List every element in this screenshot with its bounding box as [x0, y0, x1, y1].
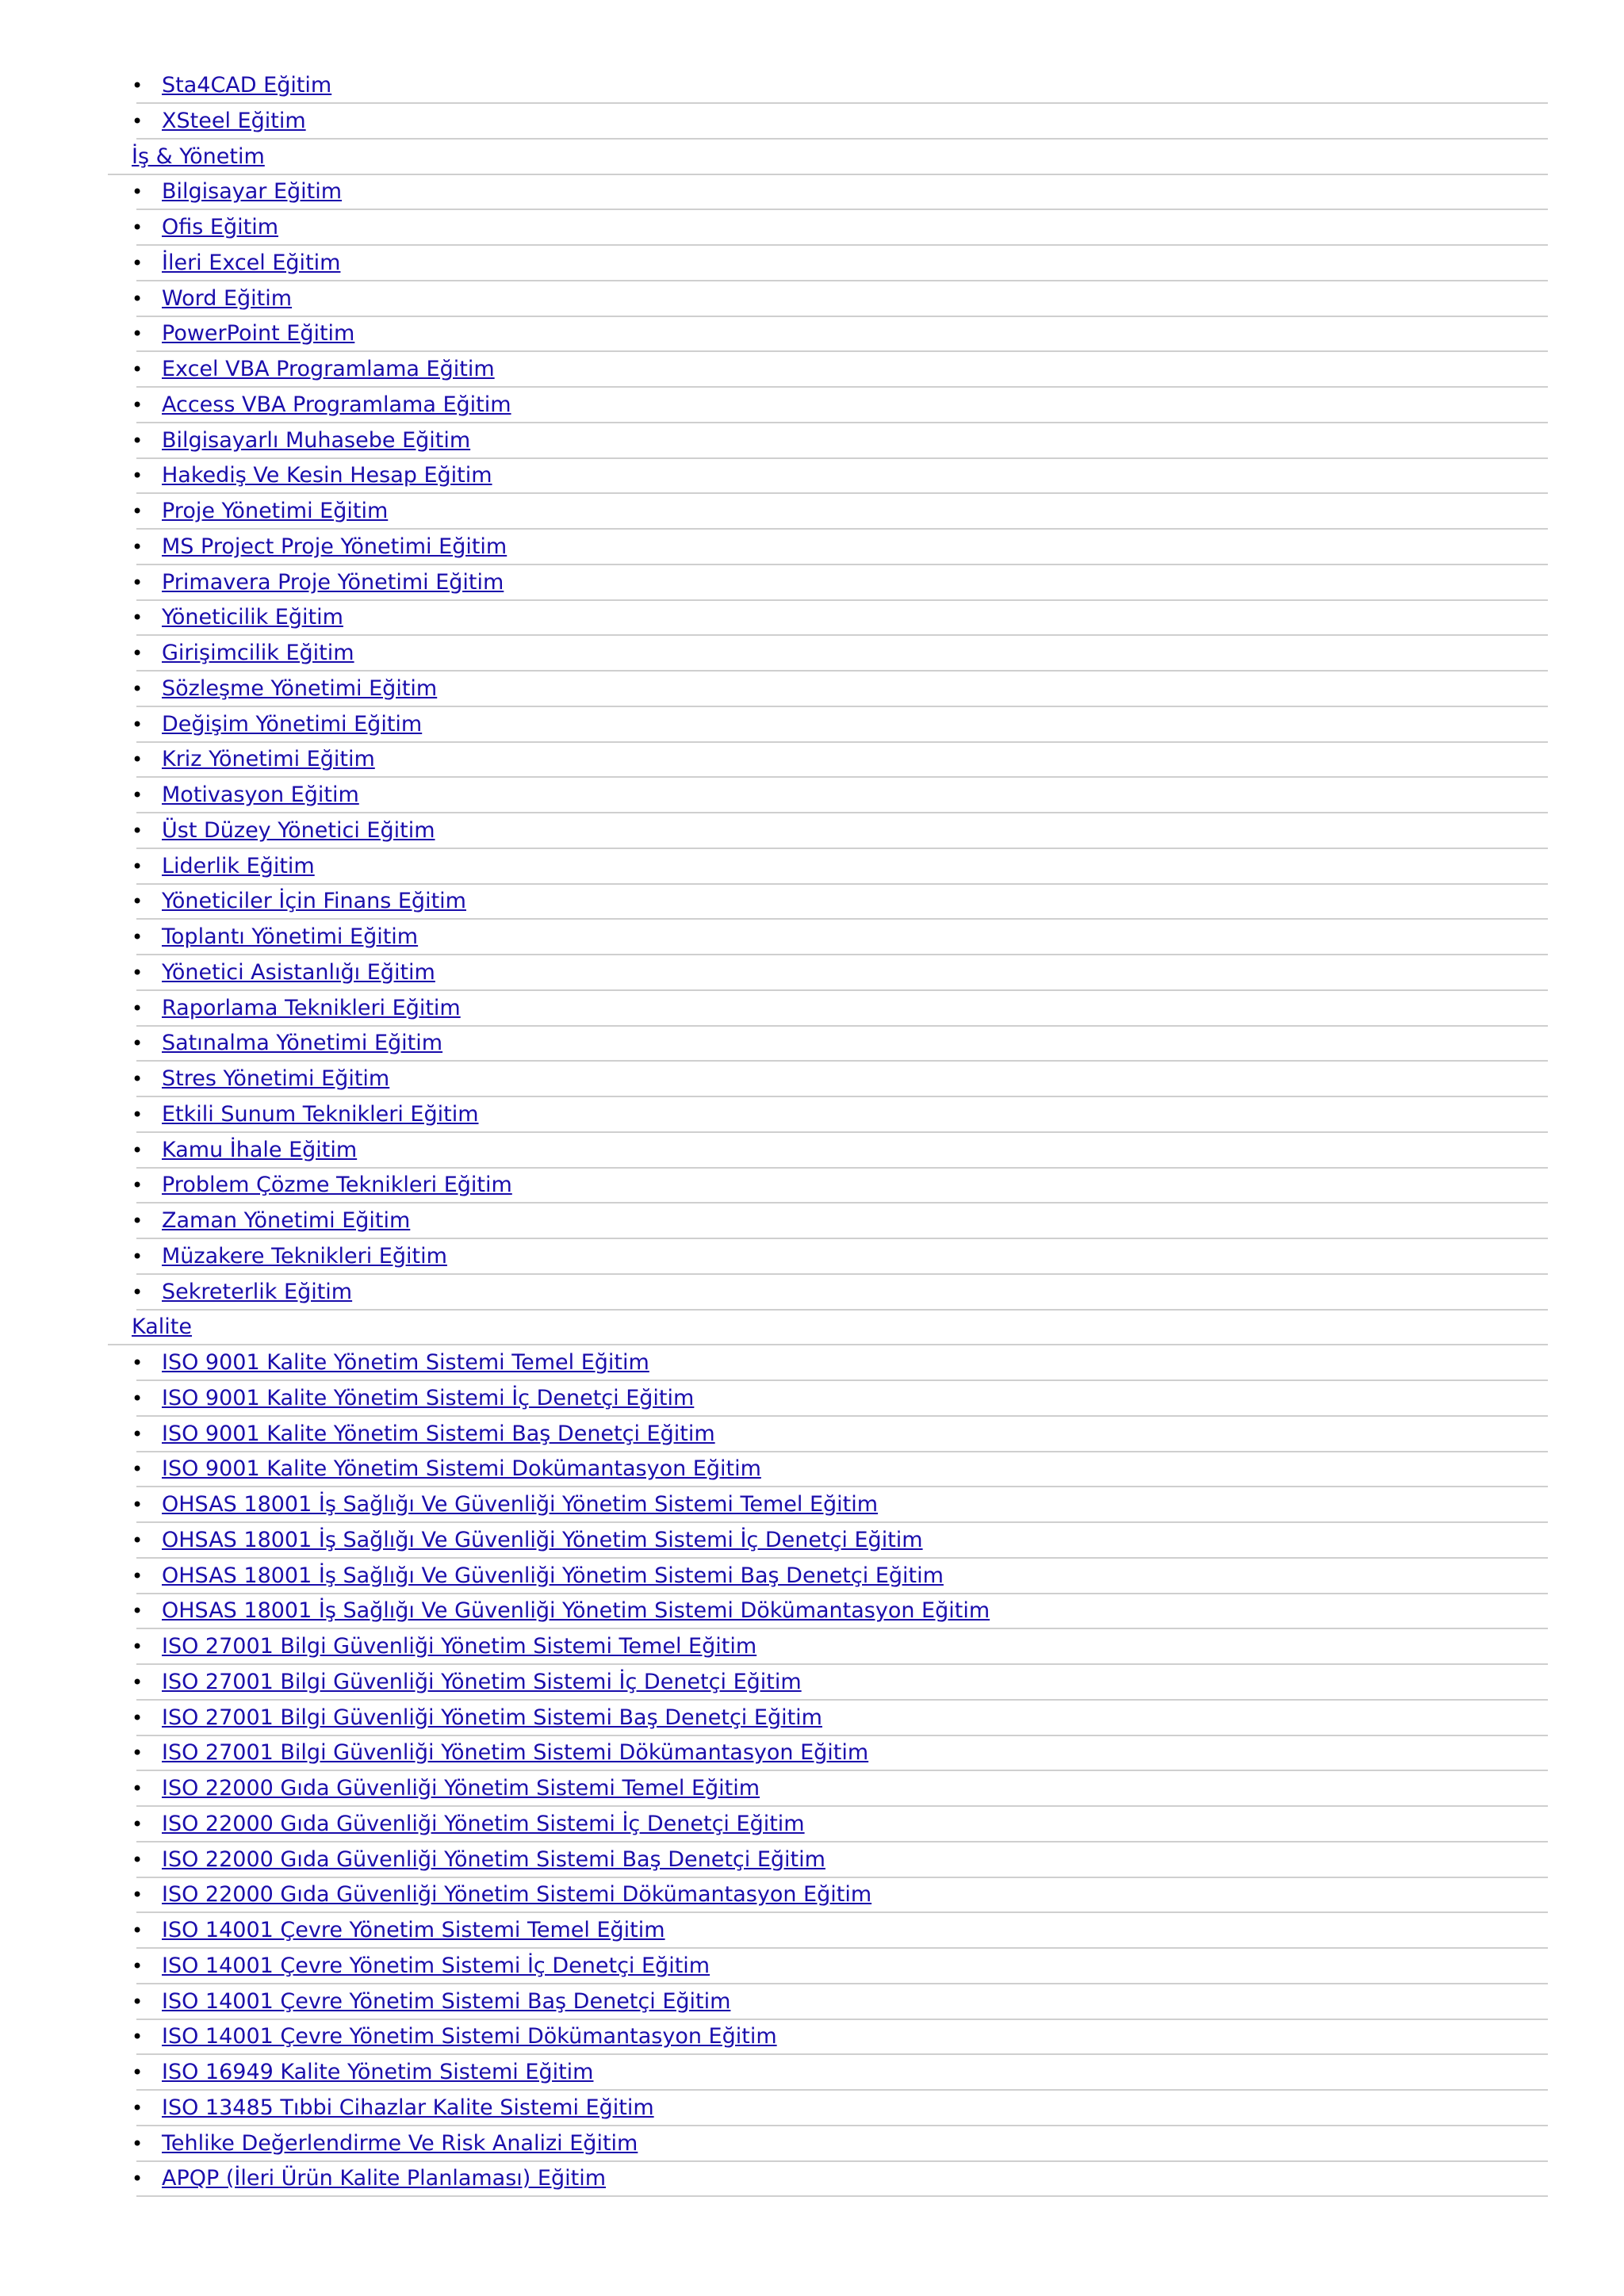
- training-link[interactable]: Yöneticiler İçin Finans Eğitim: [162, 889, 466, 914]
- row-divider: [136, 1735, 1548, 1736]
- row-divider: [136, 1699, 1548, 1701]
- bullet-icon: •: [132, 2132, 144, 2155]
- row-divider: [136, 1380, 1548, 1381]
- list-item: [0, 851, 1624, 886]
- list-item: [0, 1489, 1624, 1525]
- bullet-icon: •: [132, 677, 144, 700]
- list-item: [0, 1808, 1624, 1844]
- training-link[interactable]: Toplantı Yönetimi Eğitim: [162, 924, 419, 949]
- list-item: [0, 105, 1624, 141]
- bullet-icon: •: [132, 1954, 144, 1977]
- row-divider: [136, 1131, 1548, 1133]
- training-link[interactable]: Kriz Yönetimi Eğitim: [162, 747, 375, 772]
- row-divider: [108, 174, 1548, 175]
- category-link[interactable]: İş & Yönetim: [132, 144, 265, 169]
- row-divider: [108, 1344, 1548, 1345]
- row-divider: [136, 1841, 1548, 1843]
- list-item: [0, 70, 1624, 105]
- bullet-icon: •: [132, 1245, 144, 1268]
- row-divider: [136, 138, 1548, 140]
- list-item: [0, 1205, 1624, 1241]
- training-link[interactable]: Raporlama Teknikleri Eğitim: [162, 995, 461, 1020]
- bullet-icon: •: [132, 465, 144, 488]
- list-item: [0, 993, 1624, 1028]
- training-link[interactable]: Stres Yönetimi Eğitim: [162, 1066, 390, 1091]
- bullet-icon: •: [132, 1280, 144, 1303]
- training-link[interactable]: ISO 14001 Çevre Yönetim Sistemi Baş Denetçi Eğitim: [162, 1988, 731, 2014]
- category-row: [0, 141, 1624, 177]
- bullet-icon: •: [132, 75, 144, 97]
- bullet-icon: •: [132, 748, 144, 771]
- bullet-icon: •: [132, 1387, 144, 1410]
- bullet-icon: •: [132, 1670, 144, 1693]
- bullet-icon: •: [132, 1068, 144, 1090]
- training-link-list: [0, 70, 1624, 2198]
- list-item: [0, 673, 1624, 709]
- training-link[interactable]: ISO 22000 Gıda Güvenliği Yönetim Sistemi İç Denetçi Eğitim: [162, 1811, 805, 1836]
- row-divider: [136, 2125, 1548, 2126]
- training-link[interactable]: XSteel Eğitim: [162, 108, 306, 133]
- list-item: [0, 921, 1624, 957]
- row-divider: [136, 2089, 1548, 2091]
- row-divider: [136, 989, 1548, 991]
- training-link[interactable]: Ofis Eğitim: [162, 215, 278, 239]
- training-link[interactable]: Sözleşme Yönetimi Eğitim: [162, 675, 438, 701]
- training-link[interactable]: ISO 9001 Kalite Yönetim Sistemi Dokümantasyon Eğitim: [162, 1456, 761, 1482]
- bullet-icon: •: [132, 571, 144, 594]
- bullet-icon: •: [132, 1103, 144, 1126]
- training-link[interactable]: Müzakere Teknikleri Eğitim: [162, 1243, 447, 1269]
- row-divider: [136, 528, 1548, 530]
- list-item: [0, 1737, 1624, 1773]
- row-divider: [136, 1593, 1548, 1594]
- row-divider: [136, 918, 1548, 920]
- bullet-icon: •: [132, 1494, 144, 1516]
- bullet-icon: •: [132, 181, 144, 204]
- list-item: [0, 815, 1624, 851]
- row-divider: [136, 457, 1548, 459]
- bullet-icon: •: [132, 1777, 144, 1800]
- list-item: [0, 1595, 1624, 1631]
- training-link[interactable]: Word Eğitim: [162, 285, 293, 311]
- list-item: [0, 1027, 1624, 1063]
- list-item: [0, 1560, 1624, 1596]
- category-link[interactable]: Kalite: [132, 1314, 192, 1340]
- list-item: [0, 1169, 1624, 1205]
- training-link[interactable]: Üst Düzey Yönetici Eğitim: [162, 817, 435, 843]
- list-item: [0, 1844, 1624, 1880]
- row-divider: [136, 422, 1548, 423]
- list-item: [0, 1879, 1624, 1915]
- training-link[interactable]: Excel VBA Programlama Eğitim: [162, 357, 495, 381]
- bullet-icon: •: [132, 855, 144, 878]
- list-item: [0, 1099, 1624, 1135]
- training-link[interactable]: ISO 14001 Çevre Yönetim Sistemi Temel Eğitim: [162, 1918, 665, 1942]
- training-link[interactable]: Hakediş Ve Kesin Hesap Eğitim: [162, 463, 492, 488]
- list-item: [0, 637, 1624, 673]
- bullet-icon: •: [132, 500, 144, 522]
- bullet-icon: •: [132, 784, 144, 806]
- list-item: [0, 425, 1624, 461]
- row-divider: [136, 350, 1548, 352]
- bullet-icon: •: [132, 1812, 144, 1835]
- list-item: [0, 1631, 1624, 1667]
- training-link[interactable]: Girişimcilik Eğitim: [162, 641, 354, 665]
- training-link[interactable]: İleri Excel Eğitim: [162, 250, 341, 275]
- list-item: [0, 709, 1624, 744]
- row-divider: [136, 2053, 1548, 2055]
- training-link[interactable]: Sta4CAD Eğitim: [162, 73, 332, 98]
- list-item: [0, 389, 1624, 425]
- bullet-icon: •: [132, 535, 144, 558]
- bullet-icon: •: [132, 890, 144, 913]
- row-divider: [136, 1877, 1548, 1878]
- bullet-icon: •: [132, 1422, 144, 1445]
- row-divider: [136, 280, 1548, 281]
- row-divider: [136, 1628, 1548, 1629]
- training-link[interactable]: ISO 27001 Bilgi Güvenliği Yönetim Sistemi Baş Denetçi Eğitim: [162, 1705, 822, 1730]
- row-divider: [136, 1770, 1548, 1771]
- row-divider: [136, 776, 1548, 778]
- bullet-icon: •: [132, 713, 144, 736]
- bullet-icon: •: [132, 2096, 144, 2119]
- training-link[interactable]: Kamu İhale Eğitim: [162, 1137, 358, 1162]
- bullet-icon: •: [132, 2061, 144, 2084]
- training-link[interactable]: Yönetici Asistanlığı Eğitim: [162, 959, 435, 985]
- list-item: [0, 2057, 1624, 2092]
- list-item: [0, 1063, 1624, 1099]
- list-item: [0, 1525, 1624, 1560]
- bullet-icon: •: [132, 1210, 144, 1232]
- bullet-icon: •: [132, 1919, 144, 1942]
- row-divider: [136, 1663, 1548, 1665]
- bullet-icon: •: [132, 393, 144, 416]
- bullet-icon: •: [132, 1742, 144, 1765]
- training-link[interactable]: MS Project Proje Yönetimi Eğitim: [162, 534, 508, 559]
- list-item: [0, 1667, 1624, 1702]
- row-divider: [136, 1805, 1548, 1807]
- training-link[interactable]: ISO 9001 Kalite Yönetim Sistemi Temel Eğitim: [162, 1350, 649, 1375]
- bullet-icon: •: [132, 926, 144, 948]
- row-divider: [136, 1557, 1548, 1559]
- list-item: [0, 354, 1624, 389]
- training-link[interactable]: Bilgisayar Eğitim: [162, 179, 343, 205]
- training-link[interactable]: ISO 22000 Gıda Güvenliği Yönetim Sistemi Dökümantasyon Eğitim: [162, 1882, 872, 1908]
- training-link[interactable]: ISO 14001 Çevre Yönetim Sistemi Dökümantasyon Eğitim: [162, 2024, 777, 2049]
- list-item: [0, 1241, 1624, 1276]
- bullet-icon: •: [132, 819, 144, 842]
- bullet-icon: •: [132, 358, 144, 381]
- row-divider: [136, 599, 1548, 601]
- row-divider: [136, 1309, 1548, 1311]
- list-item: [0, 1418, 1624, 1454]
- bullet-icon: •: [132, 216, 144, 239]
- list-item: [0, 602, 1624, 637]
- training-link[interactable]: Motivasyon Eğitim: [162, 783, 359, 807]
- row-divider: [136, 1273, 1548, 1275]
- bullet-icon: •: [132, 251, 144, 274]
- training-link[interactable]: Problem Çözme Teknikleri Eğitim: [162, 1173, 512, 1198]
- list-item: [0, 1773, 1624, 1808]
- bullet-icon: •: [132, 1564, 144, 1587]
- training-link[interactable]: Zaman Yönetimi Eğitim: [162, 1208, 411, 1233]
- row-divider: [136, 1060, 1548, 1062]
- row-divider: [136, 244, 1548, 246]
- list-item: [0, 2163, 1624, 2198]
- bullet-icon: •: [132, 997, 144, 1020]
- list-item: [0, 1950, 1624, 1986]
- list-item: [0, 460, 1624, 496]
- list-item: [0, 1383, 1624, 1418]
- row-divider: [136, 883, 1548, 885]
- training-link[interactable]: OHSAS 18001 İş Sağlığı Ve Güvenliği Yönetim Sistemi Temel Eğitim: [162, 1492, 879, 1517]
- list-item: [0, 1135, 1624, 1170]
- training-link[interactable]: ISO 13485 Tıbbi Cihazlar Kalite Sistemi Eğitim: [162, 2095, 654, 2120]
- list-item: [0, 212, 1624, 247]
- list-item: [0, 496, 1624, 531]
- list-item: [0, 779, 1624, 815]
- bullet-icon: •: [132, 1600, 144, 1623]
- training-link[interactable]: Proje Yönetimi Eğitim: [162, 499, 389, 523]
- row-divider: [136, 1911, 1548, 1913]
- training-link[interactable]: OHSAS 18001 İş Sağlığı Ve Güvenliği Yönetim Sistemi Baş Denetçi Eğitim: [162, 1563, 944, 1588]
- training-link[interactable]: Liderlik Eğitim: [162, 853, 315, 878]
- list-item: [0, 318, 1624, 354]
- list-item: [0, 1915, 1624, 1950]
- training-link[interactable]: Tehlike Değerlendirme Ve Risk Analizi Eğitim: [162, 2130, 638, 2156]
- row-divider: [136, 1947, 1548, 1949]
- row-divider: [136, 492, 1548, 494]
- bullet-icon: •: [132, 1138, 144, 1161]
- training-link[interactable]: ISO 9001 Kalite Yönetim Sistemi İç Denetçi Eğitim: [162, 1385, 695, 1410]
- bullet-icon: •: [132, 1636, 144, 1658]
- row-divider: [136, 1202, 1548, 1203]
- list-item: [0, 1986, 1624, 2022]
- training-link[interactable]: ISO 16949 Kalite Yönetim Sistemi Eğitim: [162, 2060, 594, 2084]
- training-link[interactable]: ISO 22000 Gıda Güvenliği Yönetim Sistemi Temel Eğitim: [162, 1776, 760, 1800]
- row-divider: [136, 954, 1548, 955]
- training-link[interactable]: OHSAS 18001 İş Sağlığı Ve Güvenliği Yönetim Sistemi İç Denetçi Eğitim: [162, 1527, 923, 1552]
- training-link[interactable]: PowerPoint Eğitim: [162, 321, 355, 346]
- bullet-icon: •: [132, 1990, 144, 2013]
- bullet-icon: •: [132, 642, 144, 664]
- list-item: [0, 957, 1624, 993]
- list-item: [0, 1453, 1624, 1489]
- list-item: [0, 886, 1624, 921]
- list-item: [0, 1702, 1624, 1738]
- row-divider: [136, 102, 1548, 104]
- list-item: [0, 531, 1624, 567]
- list-item: [0, 1276, 1624, 1312]
- row-divider: [136, 2195, 1548, 2197]
- bullet-icon: •: [132, 287, 144, 310]
- row-divider: [136, 1983, 1548, 1984]
- training-link[interactable]: ISO 22000 Gıda Güvenliği Yönetim Sistemi Baş Denetçi Eğitim: [162, 1846, 825, 1872]
- row-divider: [136, 209, 1548, 210]
- bullet-icon: •: [132, 2168, 144, 2191]
- bullet-icon: •: [132, 2026, 144, 2049]
- training-link[interactable]: OHSAS 18001 İş Sağlığı Ve Güvenliği Yönetim Sistemi Dökümantasyon Eğitim: [162, 1598, 990, 1624]
- bullet-icon: •: [132, 1884, 144, 1907]
- row-divider: [136, 812, 1548, 813]
- training-link[interactable]: Satınalma Yönetimi Eğitim: [162, 1031, 443, 1056]
- bullet-icon: •: [132, 1706, 144, 1729]
- row-divider: [136, 564, 1548, 565]
- training-link[interactable]: ISO 27001 Bilgi Güvenliği Yönetim Sistemi Dökümantasyon Eğitim: [162, 1740, 869, 1766]
- list-item: [0, 283, 1624, 319]
- training-link[interactable]: APQP (İleri Ürün Kalite Planlaması) Eğitim: [162, 2166, 606, 2191]
- bullet-icon: •: [132, 109, 144, 132]
- row-divider: [136, 386, 1548, 388]
- row-divider: [136, 848, 1548, 849]
- bullet-icon: •: [132, 1458, 144, 1481]
- bullet-icon: •: [132, 1529, 144, 1552]
- row-divider: [136, 1451, 1548, 1452]
- bullet-icon: •: [132, 429, 144, 452]
- training-link[interactable]: Etkili Sunum Teknikleri Eğitim: [162, 1101, 479, 1127]
- list-item: [0, 2092, 1624, 2128]
- training-link[interactable]: Yöneticilik Eğitim: [162, 605, 343, 630]
- list-item: [0, 2021, 1624, 2057]
- training-link[interactable]: Sekreterlik Eğitim: [162, 1279, 353, 1304]
- training-link[interactable]: ISO 14001 Çevre Yönetim Sistemi İç Denetçi Eğitim: [162, 1953, 710, 1978]
- row-divider: [136, 1025, 1548, 1027]
- row-divider: [136, 316, 1548, 317]
- row-divider: [136, 706, 1548, 707]
- row-divider: [136, 2019, 1548, 2020]
- list-item: [0, 247, 1624, 283]
- training-link[interactable]: Değişim Yönetimi Eğitim: [162, 711, 423, 737]
- bullet-icon: •: [132, 607, 144, 629]
- list-item: [0, 2128, 1624, 2164]
- bullet-icon: •: [132, 1174, 144, 1197]
- bullet-icon: •: [132, 961, 144, 984]
- list-item: [0, 744, 1624, 779]
- training-link[interactable]: Primavera Proje Yönetimi Eğitim: [162, 569, 504, 595]
- bullet-icon: •: [132, 1352, 144, 1374]
- row-divider: [136, 634, 1548, 636]
- row-divider: [136, 1167, 1548, 1169]
- bullet-icon: •: [132, 1848, 144, 1871]
- training-link[interactable]: Access VBA Programlama Eğitim: [162, 392, 511, 417]
- row-divider: [136, 1238, 1548, 1239]
- row-divider: [136, 1415, 1548, 1417]
- category-row: [0, 1311, 1624, 1347]
- training-link[interactable]: ISO 27001 Bilgi Güvenliği Yönetim Sistemi İç Denetçi Eğitim: [162, 1669, 802, 1694]
- list-item: [0, 176, 1624, 212]
- row-divider: [136, 741, 1548, 743]
- list-item: [0, 1347, 1624, 1383]
- training-link[interactable]: ISO 27001 Bilgi Güvenliği Yönetim Sistemi Temel Eğitim: [162, 1634, 757, 1659]
- row-divider: [136, 1521, 1548, 1523]
- row-divider: [136, 2160, 1548, 2162]
- row-divider: [136, 1486, 1548, 1487]
- bullet-icon: •: [132, 323, 144, 346]
- row-divider: [136, 670, 1548, 672]
- bullet-icon: •: [132, 1032, 144, 1055]
- training-link[interactable]: ISO 9001 Kalite Yönetim Sistemi Baş Denetçi Eğitim: [162, 1421, 715, 1446]
- row-divider: [136, 1096, 1548, 1097]
- training-link[interactable]: Bilgisayarlı Muhasebe Eğitim: [162, 427, 471, 453]
- list-item: [0, 567, 1624, 603]
